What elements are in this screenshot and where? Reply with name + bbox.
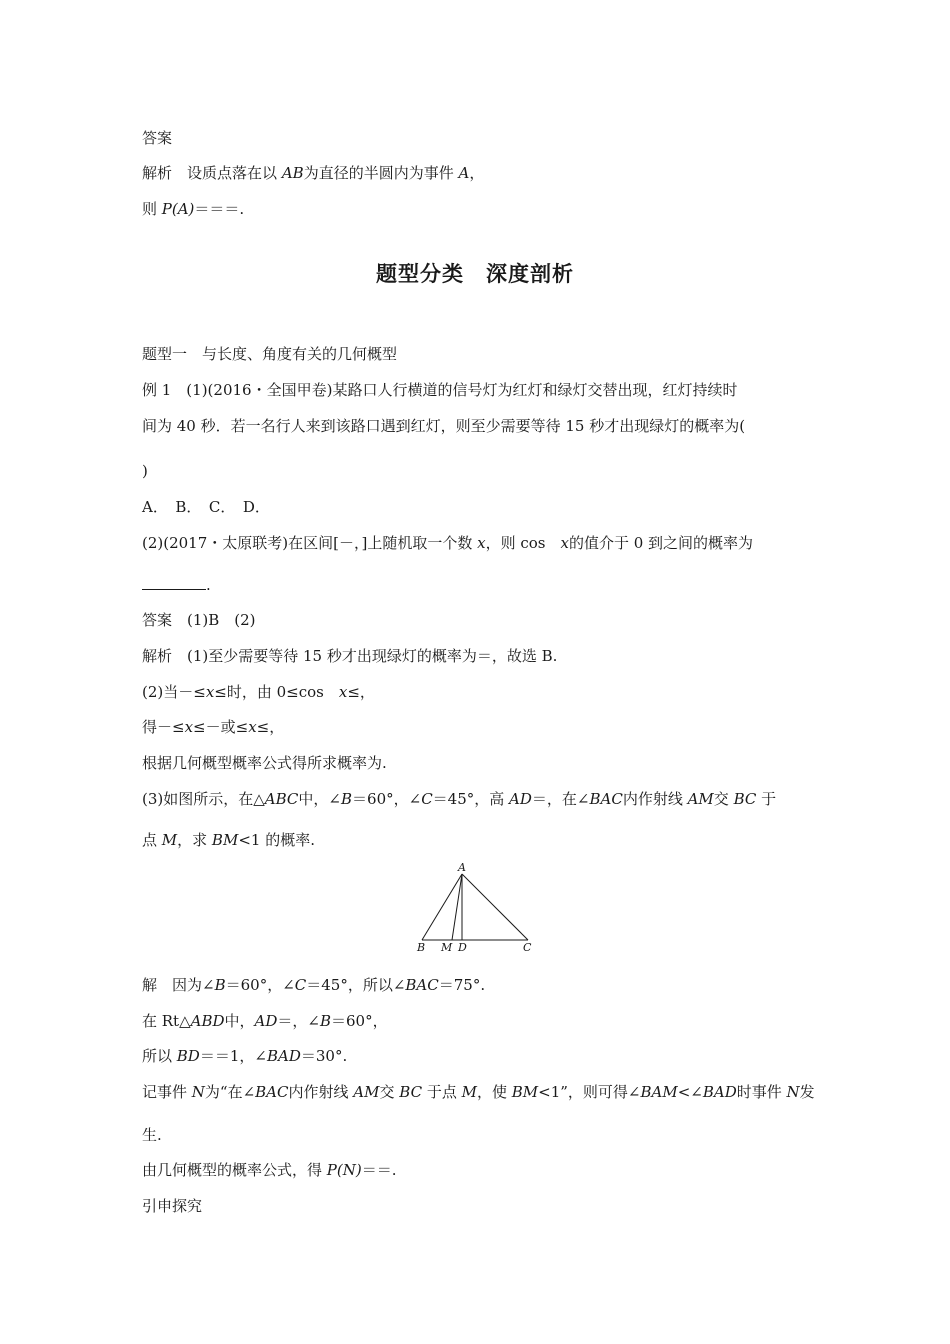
solution3-line: 得－≤x≤－或≤x≤， (142, 718, 285, 736)
solution2-line: (2)当－≤x≤时，由 0≤cos x≤， (142, 683, 375, 701)
example3-line2: 点 M，求 BM<1 的概率. (142, 831, 315, 849)
label-d: D (458, 941, 467, 954)
side-ab (422, 874, 462, 940)
triangle-figure (410, 860, 540, 955)
answer-blank (142, 575, 206, 590)
type1-title: 题型一 与长度、角度有关的几何概型 (142, 345, 398, 363)
answer-line: 答案 (1)B (2) (142, 611, 256, 629)
example1-line2: 间为 40 秒．若一名行人来到该路口遇到红灯，则至少需要等待 15 秒才出现绿灯的概率为( (142, 417, 746, 435)
solution4-line: 根据几何概型概率公式得所求概率为. (142, 754, 387, 772)
solution1-line: 解析 (1)至少需要等待 15 秒才出现绿灯的概率为＝，故选 B. (142, 647, 558, 665)
example2-line1: (2)(2017・太原联考)在区间[－，]上随机取一个数 x，则 cos x的值介于 0 到之间的概率为 (142, 534, 754, 552)
side-ac (462, 874, 528, 940)
label-b: B (417, 941, 426, 954)
label-a: A (458, 861, 466, 874)
answer-label: 答案 (142, 129, 173, 147)
example1-line1: 例 1 (1)(2016・全国甲卷)某路口人行横道的信号灯为红灯和绿灯交替出现，红灯持续时 (142, 381, 738, 399)
example1-options: A． B． C． D． (142, 498, 270, 516)
solution-line3: 所以 BD＝＝1，∠BAD＝30°. (142, 1047, 348, 1065)
example3-line1: (3)如图所示，在△ABC中，∠B＝60°，∠C＝45°，高 AD＝，在∠BAC内作射线 AM交 BC 于 (142, 790, 777, 808)
analysis-line: 解析 设质点落在以 AB为直径的半圆内为事件 A， (142, 164, 485, 182)
section-title: 题型分类 深度剖析 (376, 262, 574, 286)
probability-line: 则 P(A)＝＝＝. (142, 200, 245, 218)
solution-line2: 在 Rt△ABD中，AD＝，∠B＝60°， (142, 1012, 388, 1030)
solution-line4: 记事件 N为“在∠BAC内作射线 AM交 BC 于点 M，使 BM<1”，则可得∠BAM<∠BAD时事件 N发 (142, 1083, 815, 1101)
extension-label: 引申探究 (142, 1197, 203, 1215)
label-m: M (441, 941, 453, 954)
example2-blank-line: . (142, 575, 211, 595)
solution-line1: 解 因为∠B＝60°，∠C＝45°，所以∠BAC＝75°. (142, 976, 486, 994)
ray-am (452, 874, 462, 940)
solution-line5: 生. (142, 1126, 162, 1144)
example1-line3: ) (142, 462, 148, 480)
solution-line6: 由几何概型的概率公式，得 P(N)＝＝. (142, 1161, 397, 1179)
label-c: C (523, 941, 532, 954)
